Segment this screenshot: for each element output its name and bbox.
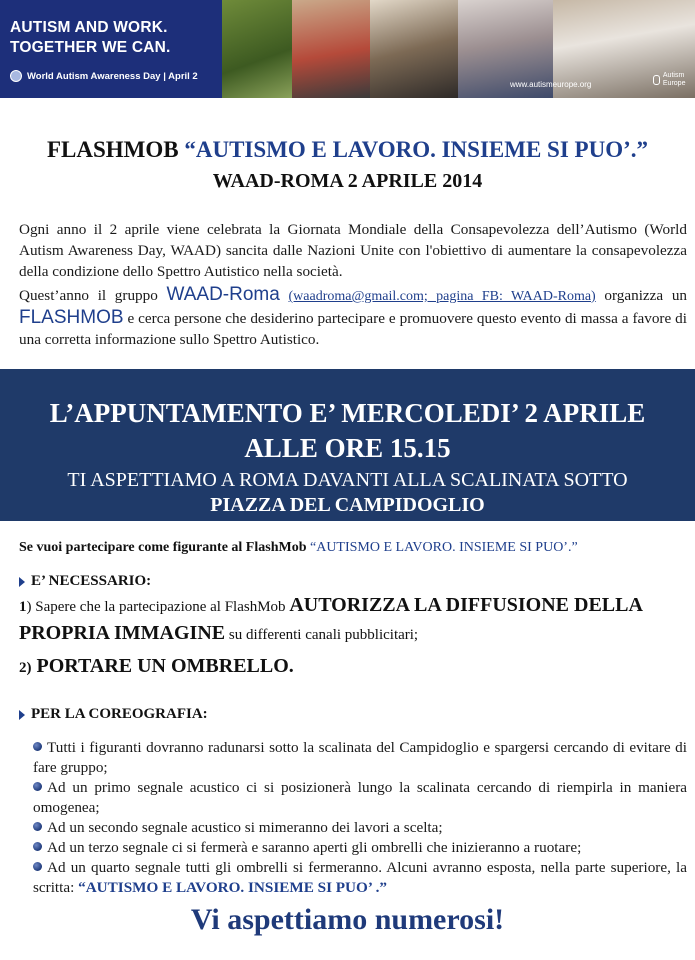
bullet-dot-icon [33, 822, 42, 831]
triangle-bullet-icon [19, 710, 25, 720]
globe-icon [10, 70, 22, 82]
title-prefix: FLASHMOB [46, 137, 185, 162]
flashmob-word: FLASHMOB [19, 307, 124, 328]
group-name: WAAD-Roma [166, 284, 280, 305]
autism-europe-logo [653, 72, 691, 88]
intro-text-span: e cerca persone che desiderino partecipare e promuovere questo evento di massa a favore di una corretta informazione sullo Spettro Autistico. [19, 310, 687, 348]
list-item-text: Tutti i figuranti dovranno radunarsi sotto la scalinata del Campidoglio e spargersi cercando di evitare di fare gruppo; [33, 739, 687, 776]
choreography-list [33, 738, 687, 898]
banner-photo [292, 0, 370, 98]
participation-text: Se vuoi partecipare come figurante al FlashMob [19, 540, 310, 555]
bullet-dot-icon [33, 742, 42, 751]
requirement-text: ) Sapere che la partecipazione al FlashMob [26, 599, 290, 615]
contact-link[interactable]: (waadroma@gmail.com; pagina FB: WAAD-Roma) [288, 289, 596, 304]
banner-photo [222, 0, 292, 98]
appointment-box [0, 369, 695, 521]
appointment-location: TI ASPETTIAMO A ROMA DAVANTI ALLA SCALINATA SOTTO [67, 469, 628, 491]
list-item-text: Ad un primo segnale acustico ci si posizionerà lungo la scalinata cercando di riempirla in maniera omogenea; [33, 779, 687, 816]
logo-icon [653, 75, 660, 85]
requirement-emphasis: PORTARE UN OMBRELLO. [31, 655, 294, 677]
requirement-number: 2) [19, 660, 32, 676]
intro-paragraph: Ogni anno il 2 aprile viene celebrata la Giornata Mondiale della Consapevolezza dell’Autismo (World Autism Awareness Day, WAAD) sancita dalle Nazioni Unite con l'obiettivo di aumentare la consapevolezza della condizione dello Spettro Autistico nella società. [19, 221, 687, 280]
requirement-number: 1 [19, 599, 27, 615]
bullet-dot-icon [33, 862, 42, 871]
appointment-place: PIAZZA DEL CAMPIDOGLIO [210, 494, 485, 516]
list-item [33, 838, 687, 858]
header-banner [0, 0, 695, 98]
necessary-label: E’ NECESSARIO: [31, 573, 152, 589]
banner-url: www.autismeurope.org [510, 80, 592, 89]
page-title [0, 137, 695, 163]
requirement-1 [19, 592, 687, 648]
intro-text-span: organizza un [595, 287, 688, 304]
requirement-2 [19, 655, 294, 678]
banner-title-line2: TOGETHER WE CAN. [10, 39, 171, 56]
title-quote: “AUTISMO E LAVORO. INSIEME SI PUO’.” [184, 137, 649, 162]
list-item [33, 778, 687, 818]
list-item-text: Ad un secondo segnale acustico si mimeranno dei lavori a scelta; [47, 819, 443, 836]
banner-photo-strip [222, 0, 695, 98]
intro-paragraph-2 [19, 284, 687, 350]
closing-message: Vi aspettiamo numerosi! [190, 903, 505, 936]
appointment-time: ALLE ORE 15.15 [244, 433, 451, 463]
choreography-heading [19, 706, 208, 723]
requirement-emphasis: AUTORIZZA LA DIFFUSIONE DELLA PROPRIA IMMAGINE [19, 594, 642, 644]
choreography-label: PER LA COREOGRAFIA: [31, 706, 208, 722]
list-item-quote: “AUTISMO E LAVORO. INSIEME SI PUO’ .” [78, 879, 387, 896]
triangle-bullet-icon [19, 577, 25, 587]
bullet-dot-icon [33, 782, 42, 791]
banner-photo [370, 0, 458, 98]
banner-text [10, 18, 198, 82]
participation-intro [19, 540, 578, 556]
banner-subtitle [10, 70, 198, 82]
page-subtitle: WAAD-ROMA 2 APRILE 2014 [212, 170, 483, 192]
participation-quote: “AUTISMO E LAVORO. INSIEME SI PUO’.” [310, 540, 578, 555]
bullet-dot-icon [33, 842, 42, 851]
banner-subtitle-text: World Autism Awareness Day | April 2 [27, 70, 198, 82]
necessary-heading [19, 573, 151, 590]
list-item [33, 858, 687, 898]
list-item-text: Ad un quarto segnale tutti gli ombrelli si fermeranno. Alcuni avranno esposta, nella parte superiore, la scritta: [33, 859, 687, 896]
appointment-date: L’APPUNTAMENTO E’ MERCOLEDI’ 2 APRILE [49, 398, 646, 428]
intro-text [19, 219, 687, 350]
list-item [33, 818, 687, 838]
list-item-text: Ad un terzo segnale ci si fermerà e saranno aperti gli ombrelli che inizieranno a ruotare; [47, 839, 582, 856]
requirement-text: su differenti canali pubblicitari; [225, 627, 419, 643]
banner-title-line1: AUTISM AND WORK. [10, 19, 168, 36]
logo-text: Autism Europe [662, 72, 686, 87]
intro-text-span: Quest’anno il gruppo [19, 287, 167, 304]
list-item [33, 738, 687, 778]
